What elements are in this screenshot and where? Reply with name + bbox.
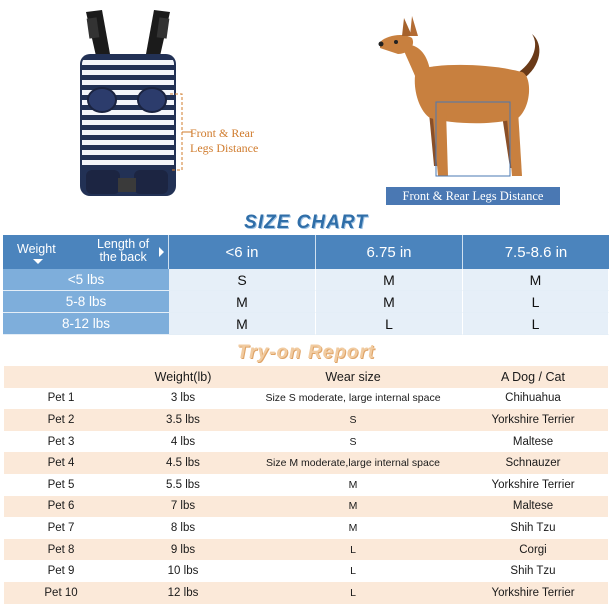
col-header: 7.5-8.6 in (463, 235, 609, 269)
length-header (97, 238, 149, 264)
weight-cell: <5 lbs (3, 269, 169, 291)
weight-cell: 5.5 lbs (166, 478, 200, 491)
wear-size-cell: Size S moderate, large internal space (265, 392, 441, 405)
leg-distance-label: Front & Rear Legs Distance (386, 187, 560, 205)
size-row (3, 269, 609, 291)
breed-cell: Maltese (512, 435, 554, 448)
callout-line-1: Front & Rear (190, 126, 254, 140)
breed-cell: Corgi (519, 543, 547, 556)
pet-cell: Pet 8 (47, 543, 75, 556)
breed-cell: Chihuahua (505, 392, 561, 405)
breed-cell: Yorkshire Terrier (491, 478, 575, 491)
size-chart-title: SIZE CHART (244, 212, 368, 233)
size-cell: S (169, 269, 316, 291)
size-cell: M (169, 313, 316, 335)
try-on-title: Try-on Report (236, 342, 376, 363)
pet-cell: Pet 3 (47, 435, 75, 448)
size-cell: L (463, 313, 609, 335)
try-on-row (4, 452, 608, 474)
size-chart-header (3, 235, 609, 269)
try-on-header (4, 366, 608, 388)
corner-header (3, 235, 169, 269)
size-cell: L (316, 313, 463, 335)
try-on-row (4, 474, 608, 496)
wear-size-cell: M (348, 521, 358, 534)
wear-size-cell: M (348, 478, 358, 491)
weight-cell: 10 lbs (167, 565, 199, 578)
size-row (3, 291, 609, 313)
pet-cell: Pet 6 (47, 500, 75, 513)
try-on-row (4, 560, 608, 582)
try-on-row (4, 539, 608, 561)
weight-header: Weight(lb) (154, 369, 212, 384)
leg-distance-callout (190, 126, 258, 156)
size-cell: M (463, 269, 609, 291)
size-cell: M (169, 291, 316, 313)
breed-cell: Shih Tzu (510, 521, 556, 534)
weight-cell: 9 lbs (170, 543, 196, 556)
try-on-row (4, 496, 608, 518)
breed-cell: Yorkshire Terrier (491, 586, 575, 599)
wear-size-cell: Size M moderate,large internal space (266, 457, 440, 470)
pet-cell: Pet 2 (47, 413, 75, 426)
try-on-row (4, 431, 608, 453)
size-cell: M (316, 269, 463, 291)
try-on-row (4, 582, 608, 604)
weight-cell: 12 lbs (167, 586, 199, 599)
size-cell: L (463, 291, 609, 313)
wear-size-cell: L (350, 543, 356, 556)
length-header-line-2: the back (99, 250, 147, 264)
breed-cell: Schnauzer (505, 457, 561, 470)
wear-size-header: Wear size (325, 369, 381, 384)
dog-illustration (372, 6, 562, 184)
weight-cell: 4.5 lbs (166, 457, 200, 470)
try-on-table (4, 366, 608, 604)
weight-cell: 5-8 lbs (3, 291, 169, 313)
weight-cell: 4 lbs (170, 435, 196, 448)
weight-cell: 8-12 lbs (3, 313, 169, 335)
weight-cell: 3.5 lbs (166, 413, 200, 426)
pet-cell: Pet 1 (47, 392, 75, 405)
pet-cell: Pet 10 (44, 586, 78, 599)
size-cell: M (316, 291, 463, 313)
try-on-row (4, 517, 608, 539)
wear-size-cell: S (349, 413, 357, 426)
pet-cell: Pet 7 (47, 521, 75, 534)
breed-cell: Maltese (512, 500, 554, 513)
try-on-row (4, 388, 608, 410)
breed-cell: Shih Tzu (510, 565, 556, 578)
breed-header: A Dog / Cat (501, 369, 565, 384)
col-header: 6.75 in (316, 235, 463, 269)
down-arrow-icon (33, 259, 43, 264)
callout-line-2: Legs Distance (190, 141, 259, 155)
weight-header: Weight (17, 242, 56, 256)
wear-size-cell: M (348, 500, 358, 513)
size-row (3, 313, 609, 335)
pet-cell: Pet 4 (47, 457, 75, 470)
breed-cell: Yorkshire Terrier (491, 413, 575, 426)
wear-size-cell: L (350, 565, 356, 578)
col-header: <6 in (169, 235, 316, 269)
weight-cell: 7 lbs (170, 500, 196, 513)
wear-size-cell: L (350, 586, 356, 599)
weight-cell: 3 lbs (170, 392, 196, 405)
pet-cell: Pet 9 (47, 565, 75, 578)
wear-size-cell: S (349, 435, 357, 448)
length-header-line-1: Length of (97, 237, 150, 251)
right-arrow-icon (159, 247, 164, 257)
weight-cell: 8 lbs (170, 521, 196, 534)
pet-cell: Pet 5 (47, 478, 75, 491)
try-on-row (4, 409, 608, 431)
size-chart-table (3, 235, 609, 335)
